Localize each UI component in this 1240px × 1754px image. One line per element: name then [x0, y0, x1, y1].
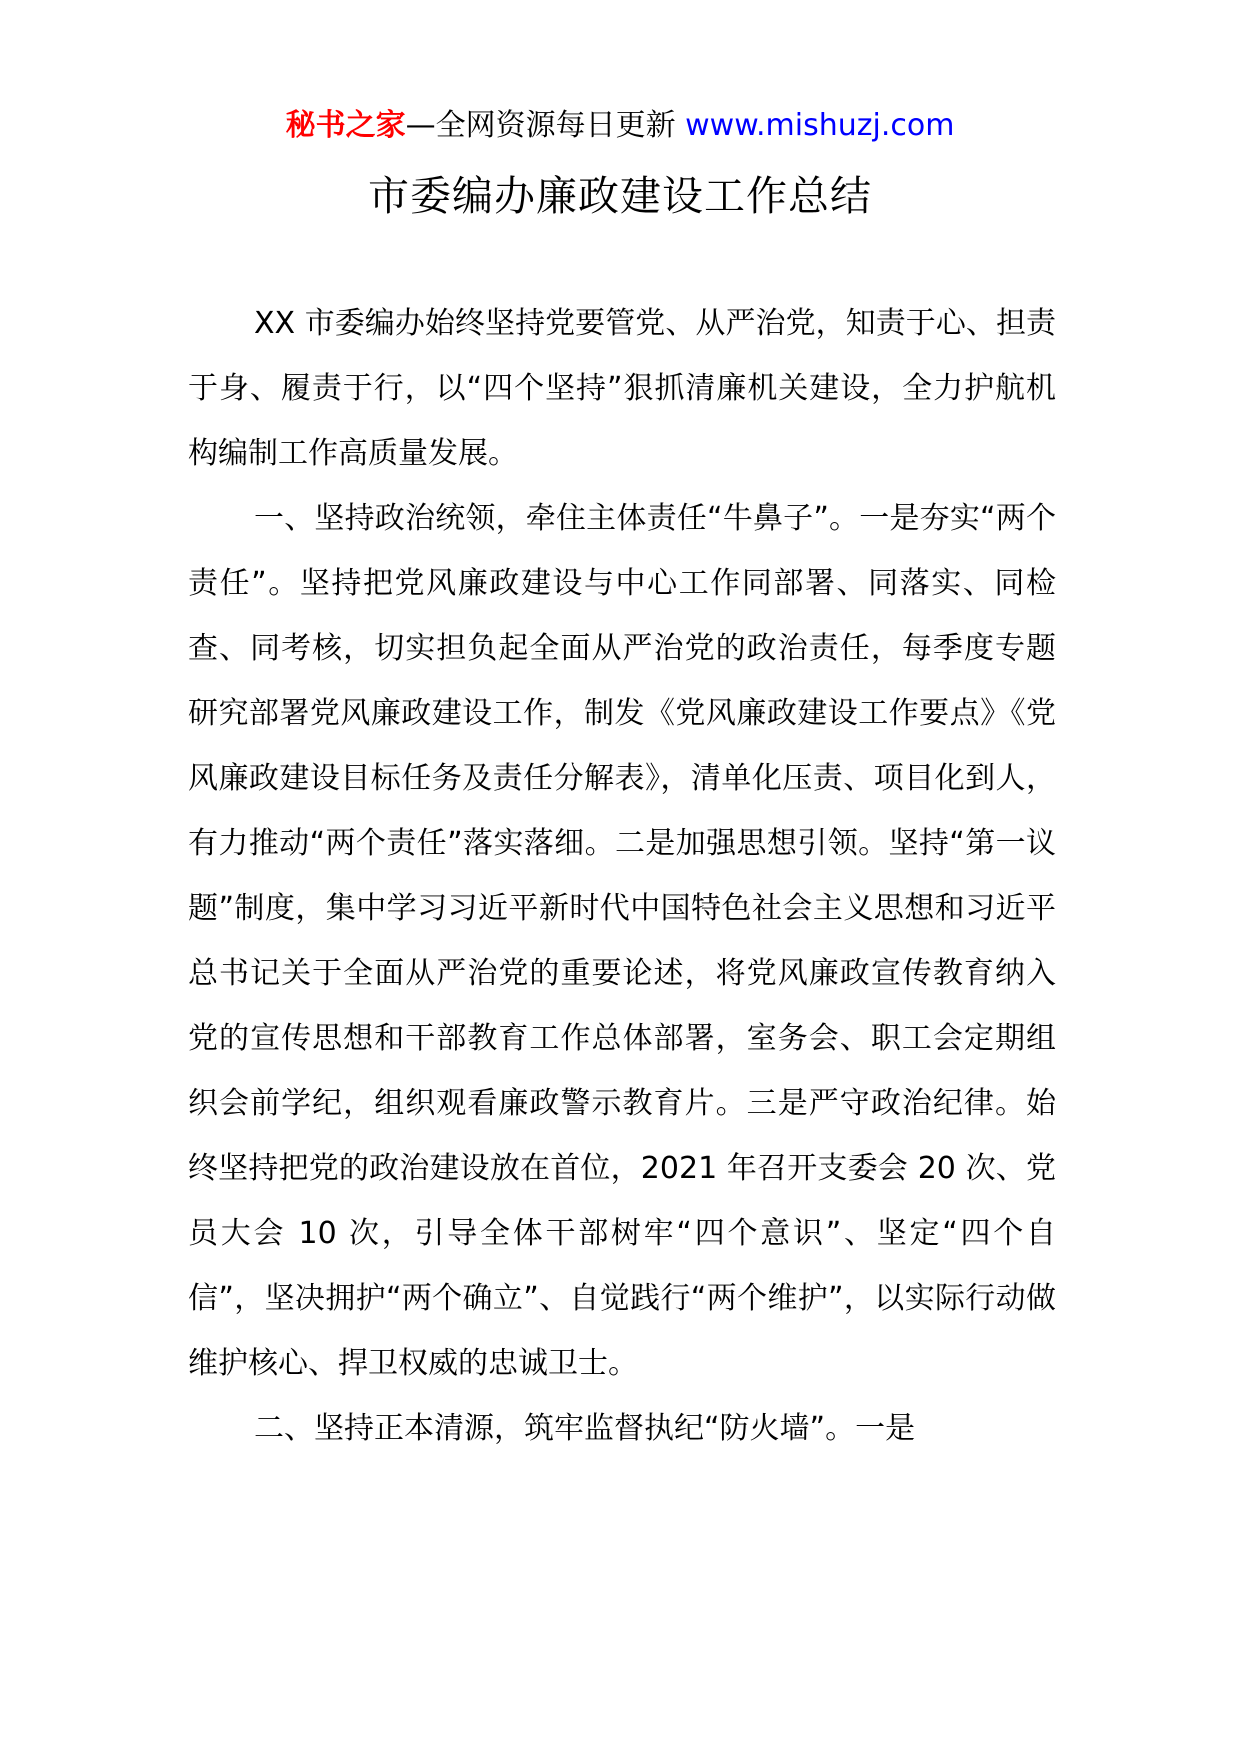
site-brand: 秘书之家: [285, 108, 406, 143]
paragraph-section-two: 二、坚持正本清源，筑牢监督执纪“防火墙”。一是: [254, 1411, 916, 1446]
document-title: 市委编办廉政建设工作总结: [368, 172, 872, 220]
site-tagline: —全网资源每日更新: [405, 108, 676, 143]
document-body: [188, 291, 1056, 1461]
site-header: [0, 104, 1240, 148]
site-url-link[interactable]: www.mishuzj.com: [685, 108, 955, 143]
paragraph-intro: XX 市委编办始终坚持党要管党、从严治党，知责于心、担责于身、履责于行，以“四个坚持”狠抓清廉机关建设，全力护航机构编制工作高质量发展。: [188, 306, 1056, 471]
paragraph-section-one: 一、坚持政治统领，牵住主体责任“牛鼻子”。一是夯实“两个责任”。坚持把党风廉政建设与中心工作同部署、同落实、同检查、同考核，切实担负起全面从严治党的政治责任，每季度专题研究部署党风廉政建设工作，制发《党风廉政建设工作要点》《党风廉政建设目标任务及责任分解表》，清单化压责、项目化到人，有力推动“两个责任”落实落细。二是加强思想引领。坚持“第一议题”制度，集中学习习近平新时代中国特色社会主义思想和习近平总书记关于全面从严治党的重要论述，将党风廉政宣传教育纳入党的宣传思想和干部教育工作总体部署，室务会、职工会定期组织会前学纪，组织观看廉政警示教育片。三是严守政治纪律。始终坚持把党的政治建设放在首位，2021 年召开支委会 20 次、党员大会 10 次，引导全体干部树牢“四个意识”、坚定“四个自信”，坚决拥护“两个确立”、自觉践行“两个维护”，以实际行动做维护核心、捍卫权威的忠诚卫士。: [188, 501, 1056, 1381]
